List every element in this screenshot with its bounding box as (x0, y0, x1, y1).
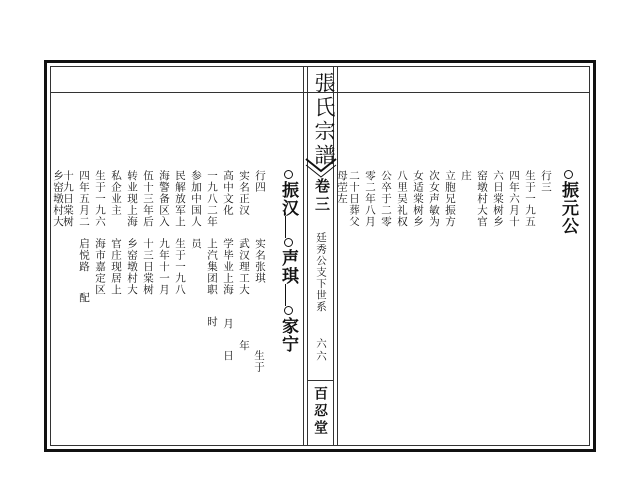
right-col-10: 八里吴礼权 (396, 170, 408, 228)
gen1-col-7: 海警备区入 (158, 170, 170, 228)
gen2-col-12b: 配 (78, 292, 90, 304)
spine-left-rule (303, 66, 304, 446)
gen1-name: 振汉 (276, 170, 301, 217)
spine-hall-name: 百忍堂 (312, 386, 328, 437)
circle-marker-icon (564, 170, 573, 179)
right-col-7: 立胞兄振方 (444, 170, 456, 228)
gen1-col-10: 私企业主 (110, 170, 122, 216)
gen3-day-label: 日 (222, 350, 234, 362)
spine-left-rule-thin (307, 66, 308, 446)
gen2-col-3: 学毕业上海 (222, 238, 234, 296)
right-col-6: 庄 (460, 170, 472, 182)
gen3-year-label: 年 (238, 340, 250, 352)
right-person-name: 振元公 (556, 170, 581, 235)
right-col-9: 女适棠树乡 (412, 170, 424, 228)
gen2-col-4: 上汽集团职 (206, 238, 218, 296)
gen1-col-9: 转业现上海 (126, 170, 138, 228)
gen2-col-7: 九年十一月 (158, 238, 170, 296)
gen2-col-2: 武汉理工大 (238, 238, 250, 296)
right-col-8: 次女声敏为 (428, 170, 440, 228)
gen3-born-label: 生于 (253, 350, 265, 373)
gen2-col-9: 乡窑墩村大 (126, 238, 138, 296)
right-col-14: 母茔左 (336, 170, 348, 205)
circle-marker-icon (284, 170, 293, 179)
gen1-col-6: 民解放军上 (174, 170, 186, 228)
circle-marker-icon (284, 306, 293, 315)
gen2-col-8: 十三日棠树 (142, 238, 154, 296)
spine-title: 張氏宗譜 (312, 72, 336, 168)
spine-page-number: 六六 (315, 338, 327, 363)
right-col-2: 生于一九五 (524, 170, 536, 228)
right-col-13: 二十日葬父 (348, 170, 360, 228)
right-col-1: 行三 (540, 170, 552, 193)
circle-marker-icon (284, 238, 293, 247)
gen1-col-2: 实名正汉 (238, 170, 250, 216)
gen2-col-1: 实名张琪 (254, 238, 266, 284)
gen1-col-13: 十九日棠树 (62, 170, 74, 228)
spine-volume: 卷三 (313, 178, 331, 214)
gen1-col-14: 乡窑墩村大 (52, 170, 64, 228)
gen1-col-5: 参加中国人 (190, 170, 202, 228)
gen2-name: 声琪 (276, 238, 301, 285)
gen1-col-3: 高中文化 (222, 170, 234, 216)
gen1-col-1: 行四 (254, 170, 266, 193)
gen2-col-4b: 时 (206, 316, 218, 328)
gen1-col-8: 伍十三年后 (142, 170, 154, 228)
gen2-col-5: 员 (190, 238, 202, 250)
gen3-name: 家宁 (276, 306, 301, 353)
gen2-col-12: 启悦路 (78, 238, 90, 273)
gen1-col-12: 四年五月二 (78, 170, 90, 228)
gen2-col-6: 生于一九八 (174, 238, 186, 296)
spine-subtitle: 廷秀公支下世系 (315, 232, 327, 313)
connector-line (285, 216, 286, 238)
gen2-col-11: 海市嘉定区 (94, 238, 106, 296)
gen1-col-4: 一九八二年 (206, 170, 218, 228)
gen2-col-3b: 月 (222, 318, 234, 330)
spine-hall-rule (307, 380, 333, 381)
fish-tail-mark (304, 155, 338, 179)
right-col-11: 公卒于二零 (380, 170, 392, 228)
gen2-col-10: 官庄现居上 (110, 238, 122, 296)
connector-line (285, 284, 286, 306)
right-col-3: 四年六月十 (508, 170, 520, 228)
gen1-col-11: 生于一九六 (94, 170, 106, 228)
right-col-12: 零二年八月 (364, 170, 376, 228)
right-col-4: 六日棠树乡 (492, 170, 504, 228)
right-col-5: 窑墩村大官 (476, 170, 488, 228)
